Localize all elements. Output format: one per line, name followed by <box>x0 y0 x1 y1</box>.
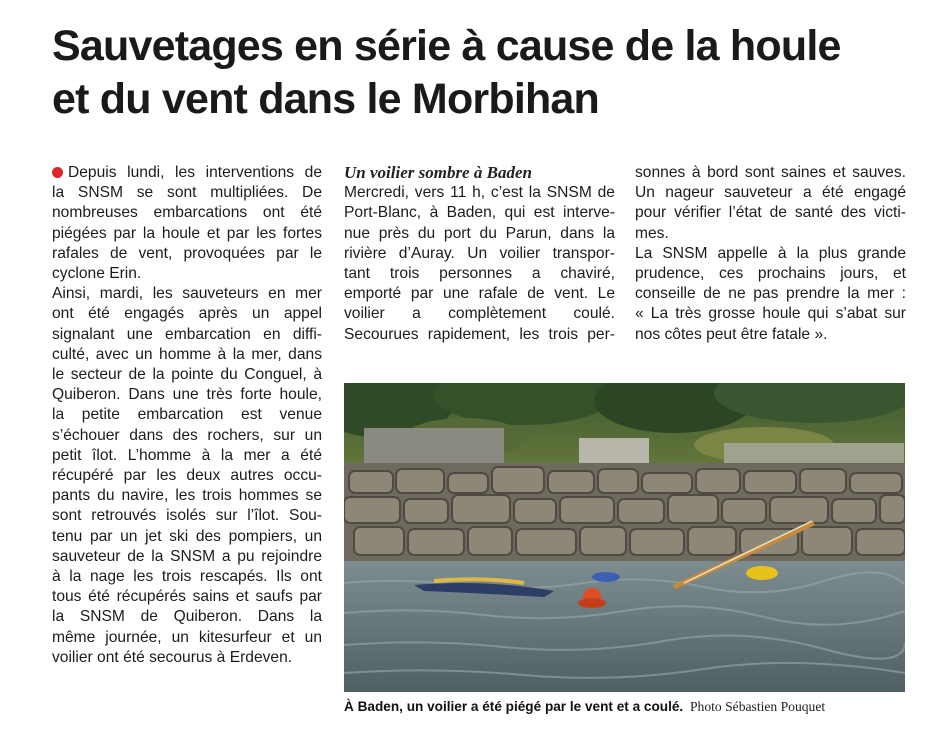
col2-line: voilier a complètement coulé. <box>344 305 615 323</box>
col1-line: sont retrouvés isolés sur l’îlot. Sou- <box>52 507 322 525</box>
col2-line: rivière d’Auray. Un voilier transpor- <box>344 244 615 262</box>
col2-line: emporté par une rafale de vent. Le <box>344 285 615 303</box>
column-3 <box>635 163 906 345</box>
column-2 <box>344 163 615 345</box>
caption-text: À Baden, un voilier a été piégé par le vent et a coulé. <box>344 699 684 714</box>
col2-line: nue près du port du Parun, dans la <box>344 224 615 242</box>
col3-line: « La très grosse houle qui s’abat sur <box>635 305 906 323</box>
col1-line: s’échouer dans des rochers, sur un <box>52 426 322 444</box>
photo-caption <box>344 699 825 715</box>
headline-line-1: Sauvetages en série à cause de la houle <box>52 22 841 70</box>
col1-line: sauveteur de la SNSM a pu rejoindre <box>52 547 322 565</box>
col1-line: la SNSM se sont multipliées. De <box>52 184 322 202</box>
col2-line: Port-Blanc, à Baden, qui est interve- <box>344 204 615 222</box>
col1-line: pants du navire, les trois hommes se <box>52 487 322 505</box>
col1-line: signalant une embarcation en diffi- <box>52 325 322 343</box>
col1-line-1 <box>52 163 322 183</box>
col3-line: prudence, ces prochains jours, et <box>635 265 906 283</box>
col3-line: La SNSM appelle à la plus grande <box>635 244 906 262</box>
col3-line: nos côtes peut être fatale ». <box>635 325 828 343</box>
col1-line: voilier ont été secourus à Erdeven. <box>52 648 293 666</box>
col3-line: mes. <box>635 224 669 242</box>
col1-line: ont été engagés après un appel <box>52 305 322 323</box>
col1-line: récupéré par les deux autres occu- <box>52 467 322 485</box>
col1-line: Ainsi, mardi, les sauveteurs en mer <box>52 285 322 303</box>
column-1 <box>52 163 322 668</box>
subhead-baden: Un voilier sombre à Baden <box>344 163 532 182</box>
col1-line: même journée, un kitesurfeur et un <box>52 628 322 646</box>
photo-sunken-sailboat <box>344 383 905 692</box>
headline-line-2: et du vent dans le Morbihan <box>52 75 600 123</box>
col1-line: la SNSM de Quiberon. Dans la <box>52 608 322 626</box>
col1-line: la petite embarcation est venue <box>52 406 322 424</box>
col2-line: tant trois personnes a chaviré, <box>344 265 615 283</box>
red-bullet-icon <box>52 167 63 178</box>
col3-line: conseille de ne pas prendre la mer : <box>635 285 906 303</box>
col1-line: le secteur de la pointe du Conguel, à <box>52 366 322 384</box>
col1-line: cyclone Erin. <box>52 265 142 283</box>
photo-credit: Photo Sébastien Pouquet <box>689 699 826 714</box>
col1-line: Quiberon. Dans une très forte houle, <box>52 386 322 404</box>
col2-line: Secourues rapidement, les trois per- <box>344 325 615 343</box>
col1-line: piégées par la houle et par les fortes <box>52 224 322 242</box>
col1-line: à la nage les trois rescapés. Ils ont <box>52 568 322 586</box>
col2-line: Mercredi, vers 11 h, c’est la SNSM de <box>344 184 615 202</box>
col1-line: tous été récupérés sains et saufs par <box>52 588 322 606</box>
col3-line: Un nageur sauveteur a été engagé <box>635 184 906 202</box>
headline <box>52 20 912 126</box>
col1-line-1-text: Depuis lundi, les interventions de <box>68 164 322 181</box>
col1-line: culté, avec un homme à la mer, dans <box>52 345 322 363</box>
col1-line: tenu par un jet ski des pompiers, un <box>52 527 322 545</box>
col3-line: sonnes à bord sont saines et sauves. <box>635 164 906 181</box>
col1-line: rafales de vent, provoquées par le <box>52 244 322 262</box>
col1-line: petit îlot. L’homme à la mer a été <box>52 446 322 464</box>
col3-line: pour vérifier l’état de santé des victi- <box>635 204 906 222</box>
col1-line: nombreuses embarcations ont été <box>52 204 322 222</box>
